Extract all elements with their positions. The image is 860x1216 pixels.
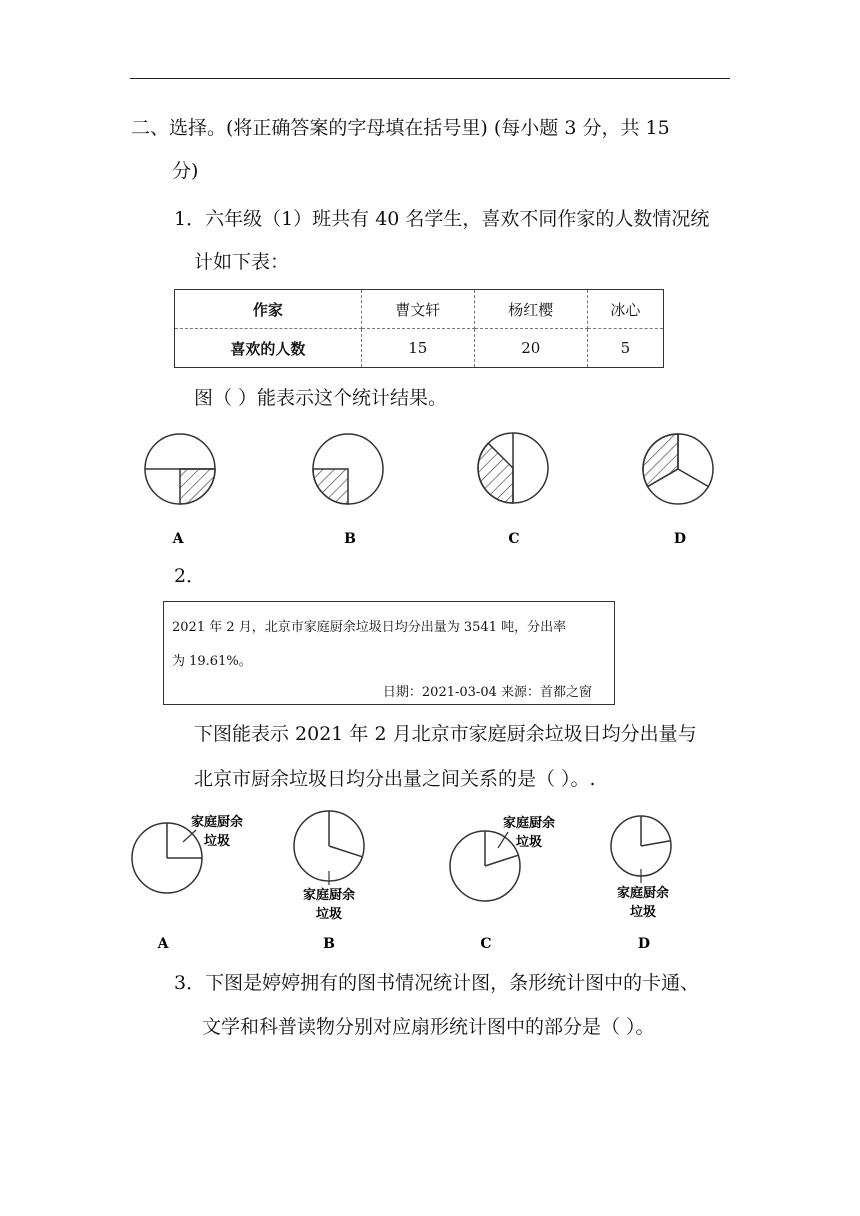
q2-b-callout-line1: 家庭厨余 — [302, 888, 356, 903]
q1-text-line1: 1．六年级（1）班共有 40 名学生，喜欢不同作家的人数情况统 — [174, 208, 710, 230]
news-source-line: 日期：2021-03-04 来源：首都之窗 — [382, 685, 592, 700]
section-heading-line1: 二、选择。(将正确答案的字母填在括号里) (每小题 3 分，共 15 — [131, 117, 670, 139]
q1-option-a-pie — [145, 434, 215, 504]
table-header-label: 作家 — [175, 290, 362, 329]
q3-text-line2: 文学和科普读物分别对应扇形统计图中的部分是（ ）。 — [202, 1016, 655, 1038]
q2-text-line2: 北京市厨余垃圾日均分出量之间关系的是（ ）。. — [194, 768, 596, 790]
q2-a-callout-line2: 垃圾 — [203, 834, 231, 849]
q3-text-line1: 3．下图是婷婷拥有的图书情况统计图，条形统计图中的卡通、 — [174, 972, 700, 994]
q2-text-line1: 下图能表示 2021 年 2 月北京市家庭厨余垃圾日均分出量与 — [194, 723, 697, 745]
q1-option-b-pie — [313, 434, 383, 504]
table-row-label: 喜欢的人数 — [175, 329, 362, 368]
q2-c-callout-line2: 垃圾 — [515, 835, 543, 850]
q2-c-callout-line1: 家庭厨余 — [502, 816, 556, 831]
q1-option-d-pie — [643, 434, 713, 504]
table-count-cell: 5 — [587, 329, 663, 368]
q1-text-line2: 计如下表： — [194, 251, 290, 273]
q1-option-label: D — [673, 531, 687, 547]
table-author-cell: 曹文轩 — [361, 290, 474, 329]
q2-option-label: A — [157, 936, 169, 952]
q2-number: 2． — [174, 565, 206, 587]
q2-b-callout-line2: 垃圾 — [315, 907, 343, 922]
q2-d-callout-line2: 垃圾 — [629, 905, 657, 920]
q1-option-label: C — [508, 531, 520, 547]
table-author-cell: 杨红樱 — [474, 290, 587, 329]
news-line1: 2021 年 2 月，北京市家庭厨余垃圾日均分出量为 3541 吨，分出率 — [172, 620, 567, 635]
news-line2: 为 19.61%。 — [172, 654, 252, 669]
q1-prompt: 图（ ）能表示这个统计结果。 — [194, 387, 448, 409]
table-count-cell: 15 — [361, 329, 474, 368]
q2-option-b-pie — [294, 811, 364, 922]
q2-d-callout-line1: 家庭厨余 — [616, 886, 670, 901]
q2-a-callout-line1: 家庭厨余 — [190, 815, 244, 830]
q1-option-label: B — [344, 531, 356, 547]
q2-option-label: B — [323, 936, 335, 952]
q1-option-c-pie — [478, 433, 548, 503]
q1-option-label: A — [172, 531, 184, 547]
section-heading-line2: 分) — [172, 160, 199, 182]
q2-option-label: C — [480, 936, 492, 952]
q2-option-d-pie — [611, 816, 671, 920]
q2-option-c-pie — [450, 815, 555, 901]
q2-option-label: D — [637, 936, 651, 952]
news-excerpt-box — [163, 601, 615, 705]
q2-option-a-pie — [132, 814, 243, 893]
table-author-cell: 冰心 — [587, 290, 663, 329]
table-count-cell: 20 — [474, 329, 587, 368]
